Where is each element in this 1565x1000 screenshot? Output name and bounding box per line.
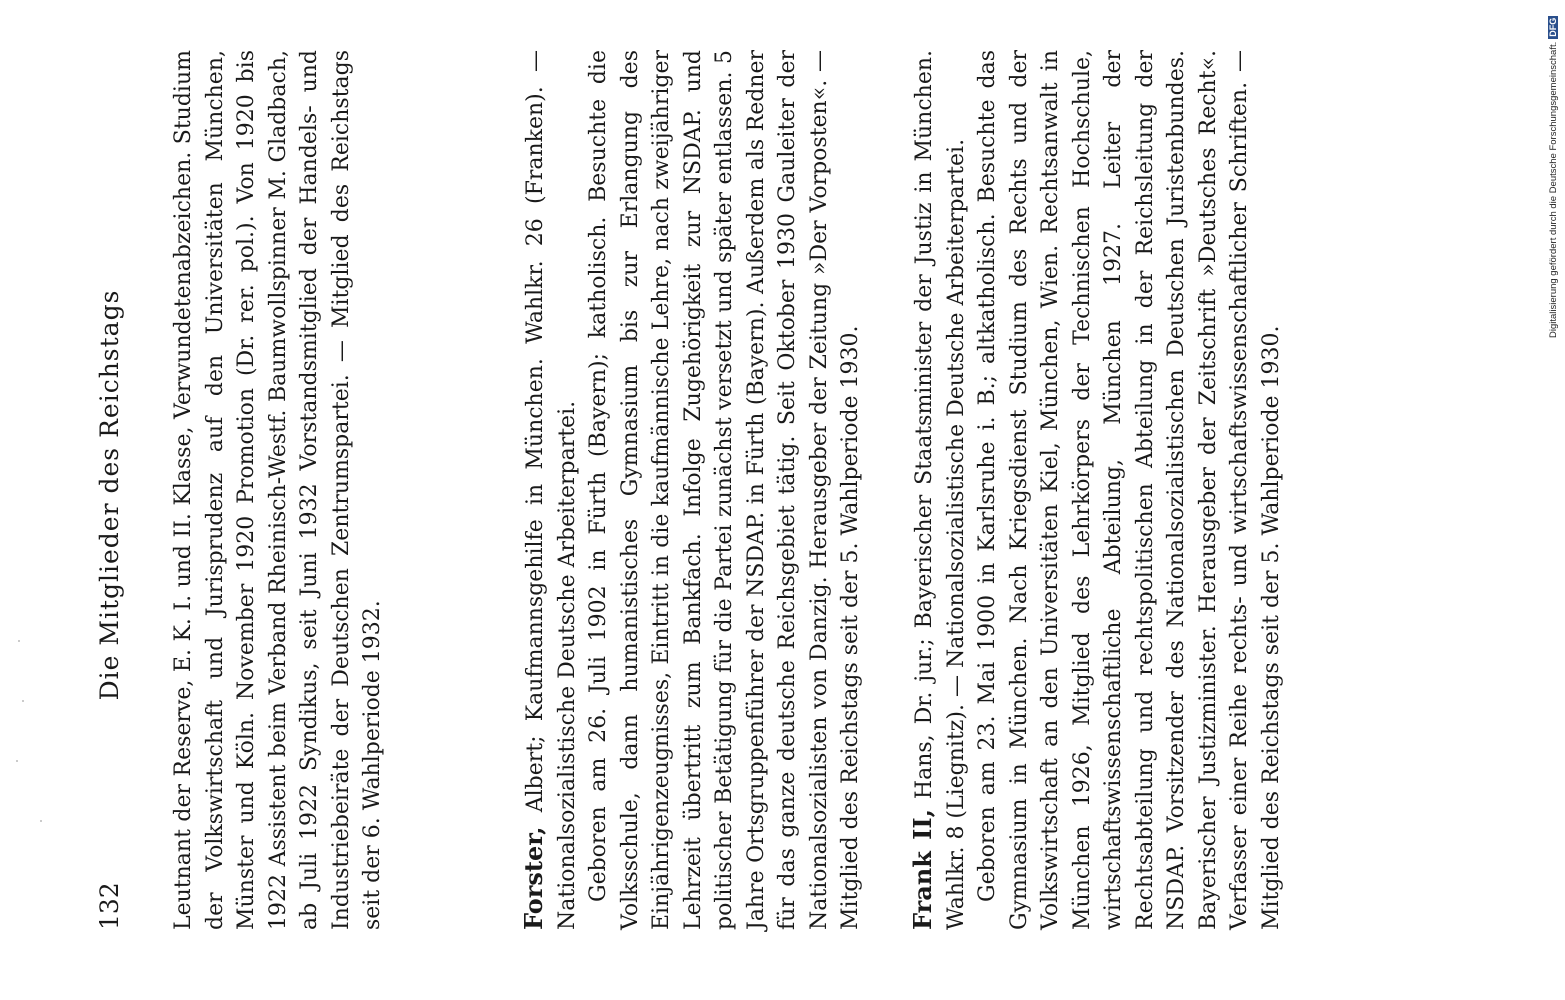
dfg-logo-icon: DFG	[1548, 17, 1558, 37]
entry-intro-text: Albert; Kaufmannsgehilfe in München. Wahlkr. 26 (Franken). — Nationalsozialistische Deutsche Arbeiterpartei.	[523, 50, 580, 930]
entry-intro	[518, 50, 583, 930]
entry-name: Frank II,	[908, 809, 937, 930]
entry-body: Geboren am 23. Mai 1900 in Karlsruhe i. B.; altkatholisch. Besuchte das Gymnasium in München. Nach Kriegsdienst Studium des Rechts und der Volkswirtschaft an den Universitäten Kiel, München, Wien. Rechtsanwalt in München 1926, Mitglied des Lehrkörpers der Technischen Hochschule, wirtschaftswissenschaftliche Abteilung, München 1927. Leiter der Rechtsabteilung und rechtspolitischen Abteilung in der Reichsleitung der NSDAP. Vorsitzender des Nationalsozialistischen Deutschen Juristenbundes. Bayerischer Justizminister. Herausgeber der Zeitschrift »Deutsches Recht«. Verfasser einer Reihe rechts- und wirtschaftswissenschaftlicher Schriften. — Mitglied des Reichstags seit der 5. Wahlperiode 1930.	[975, 50, 1284, 930]
entry-forster	[518, 50, 867, 930]
digitization-note-text: Digitalisierung gefördert durch die Deutsche Forschungsgemeinschaft.	[1548, 41, 1559, 338]
scan-speck	[22, 700, 24, 702]
digitization-note	[1548, 8, 1562, 338]
entry-paragraph: Leutnant der Reserve, E. K. I. und II. Klasse, Verwundetenabzeichen. Studium der Volkswirtschaft und Jurisprudenz auf den Universitäten München, Münster und Köln. November 1920 Promotion (Dr. rer. pol.). Von 1920 bis 1922 Assistent beim Verband Rheinisch-Westf. Baumwollspinner M. Gladbach, ab Juli 1922 Syndikus, seit Juni 1932 Vorstandsmitglied der Handels- und Industriebeiräte der Deutschen Zentrumspartei. — Mitglied des Reichstags seit der 6. Wahlperiode 1932.	[171, 50, 385, 930]
page-header	[95, 60, 135, 930]
entry-body: Geboren am 26. Juli 1902 in Fürth (Bayern); katholisch. Besuchte die Volksschule, dann humanistisches Gymnasium bis zur Erlangung des Einjährigenzeugnisses, Eintritt in die kaufmännische Lehre, nach zweijähriger Lehrzeit übertritt zum Bankfach. Infolge Zugehörigkeit zur NSDAP. und politischer Betätigung für die Partei zunächst versetzt und später entlassen. 5 Jahre Ortsgruppenführer der NSDAP. in Fürth (Bayern). Außerdem als Redner für das ganze deutsche Reichsgebiet tätig. Seit Oktober 1930 Gauleiter der Nationalsozialisten von Danzig. Herausgeber der Zeitung »Der Vorposten«. — Mitglied des Reichstags seit der 5. Wahlperiode 1930.	[586, 50, 863, 930]
entry-intro	[907, 50, 972, 930]
scan-speck	[18, 640, 20, 642]
running-head: Die Mitglieder des Reichstags	[95, 289, 124, 701]
page-number: 132	[95, 882, 124, 930]
entry-name: Forster,	[519, 826, 548, 930]
entry-frank	[907, 50, 1287, 930]
scan-speck	[16, 760, 18, 762]
scan-speck	[40, 820, 42, 822]
entry-intro-text: Hans, Dr. jur.; Bayerischer Staatsminister der Justiz in München. Wahlkr. 8 (Liegnitz). — Nationalsozialistische Deutsche Arbeiterpartei.	[912, 50, 969, 930]
entry-continuation	[168, 50, 389, 930]
